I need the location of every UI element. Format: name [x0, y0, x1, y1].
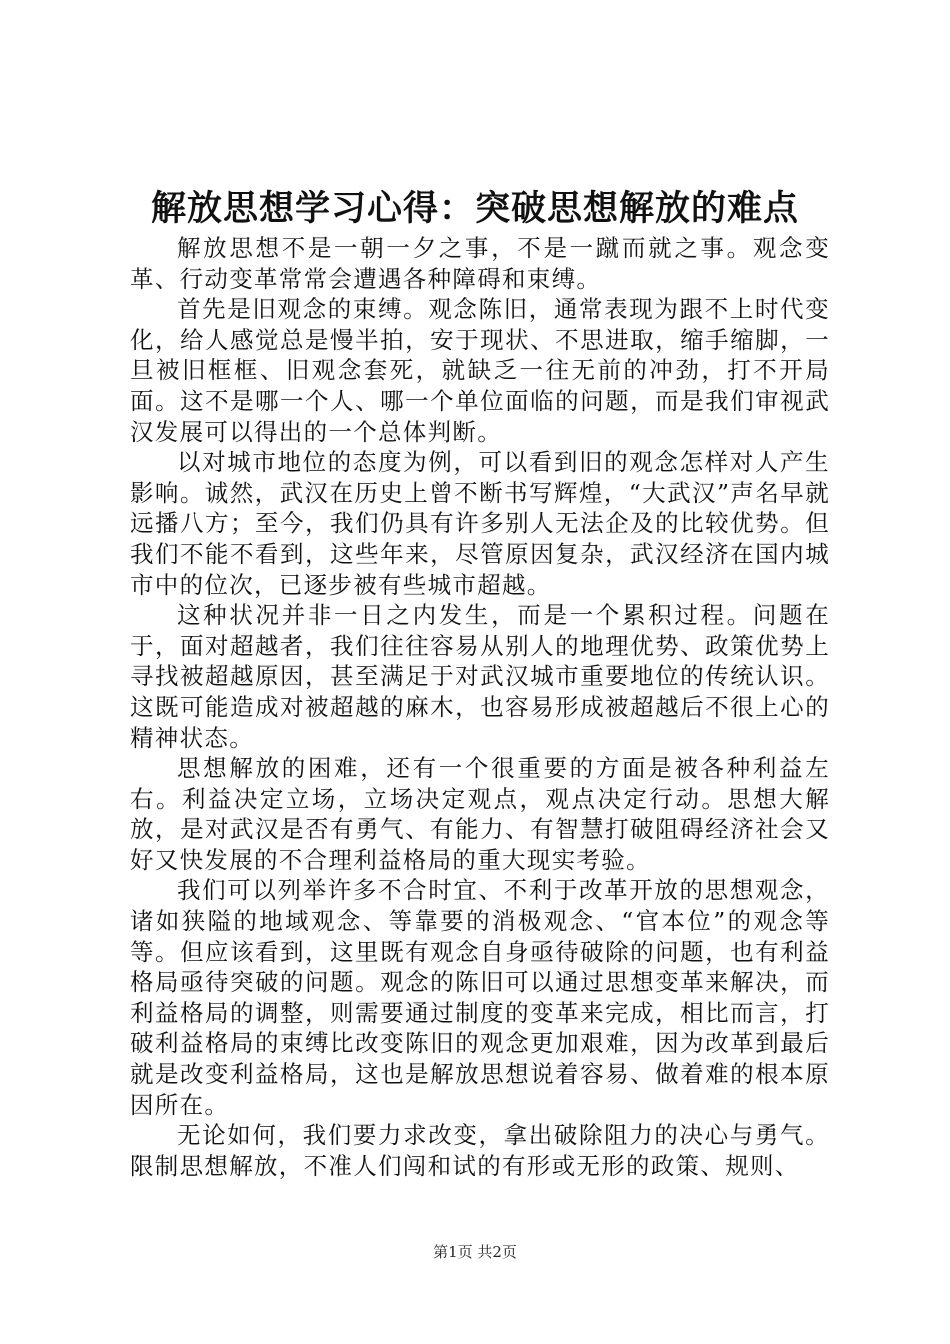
- paragraph: 思想解放的困难，还有一个很重要的方面是被各种利益左右。利益决定立场，立场决定观点，观点决定行动。思想大解放，是对武汉是否有勇气、有能力、有智慧打破阻碍经济社会又好又快发展的不合理利益格局的重大现实考验。: [130, 754, 830, 874]
- paragraph: 解放思想不是一朝一夕之事，不是一蹴而就之事。观念变革、行动变革常常会遭遇各种障碍和束缚。: [130, 234, 830, 293]
- paragraph: 我们可以列举许多不合时宜、不利于改革开放的思想观念，诸如狭隘的地域观念、等靠要的消极观念、“官本位”的观念等等。但应该看到，这里既有观念自身亟待破除的问题，也有利益格局亟待突破的问题。观念的陈旧可以通过思想变革来解决，而利益格局的调整，则需要通过制度的变革来完成，相比而言，打破利益格局的束缚比改变陈旧的观念更加艰难，因为改革到最后就是改变利益格局，这也是解放思想说着容易、做着难的根本原因所在。: [130, 876, 830, 1119]
- paragraph: 这种状况并非一日之内发生，而是一个累积过程。问题在于，面对超越者，我们往往容易从别人的地理优势、政策优势上寻找被超越原因，甚至满足于对武汉城市重要地位的传统认识。这既可能造成对被超越的麻木，也容易形成被超越后不很上心的精神状态。: [130, 601, 830, 752]
- page-footer: 第1页 共2页: [433, 1243, 517, 1261]
- document-body: [130, 233, 830, 1181]
- document-title: 解放思想学习心得：突破思想解放的难点: [150, 188, 799, 229]
- paragraph: 以对城市地位的态度为例，可以看到旧的观念怎样对人产生影响。诚然，武汉在历史上曾不断书写辉煌，“大武汉”声名早就远播八方；至今，我们仍具有许多别人无法企及的比较优势。但我们不能不看到，这些年来，尽管原因复杂，武汉经济在国内城市中的位次，已逐步被有些城市超越。: [130, 448, 830, 599]
- paragraph: 首先是旧观念的束缚。观念陈旧，通常表现为跟不上时代变化，给人感觉总是慢半拍，安于现状、不思进取，缩手缩脚，一旦被旧框框、旧观念套死，就缺乏一往无前的冲劲，打不开局面。这不是哪一个人、哪一个单位面临的问题，而是我们审视武汉发展可以得出的一个总体判断。: [130, 295, 830, 446]
- paragraph: 无论如何，我们要力求改变，拿出破除阻力的决心与勇气。限制思想解放，不准人们闯和试的有形或无形的政策、规则、: [130, 1121, 830, 1180]
